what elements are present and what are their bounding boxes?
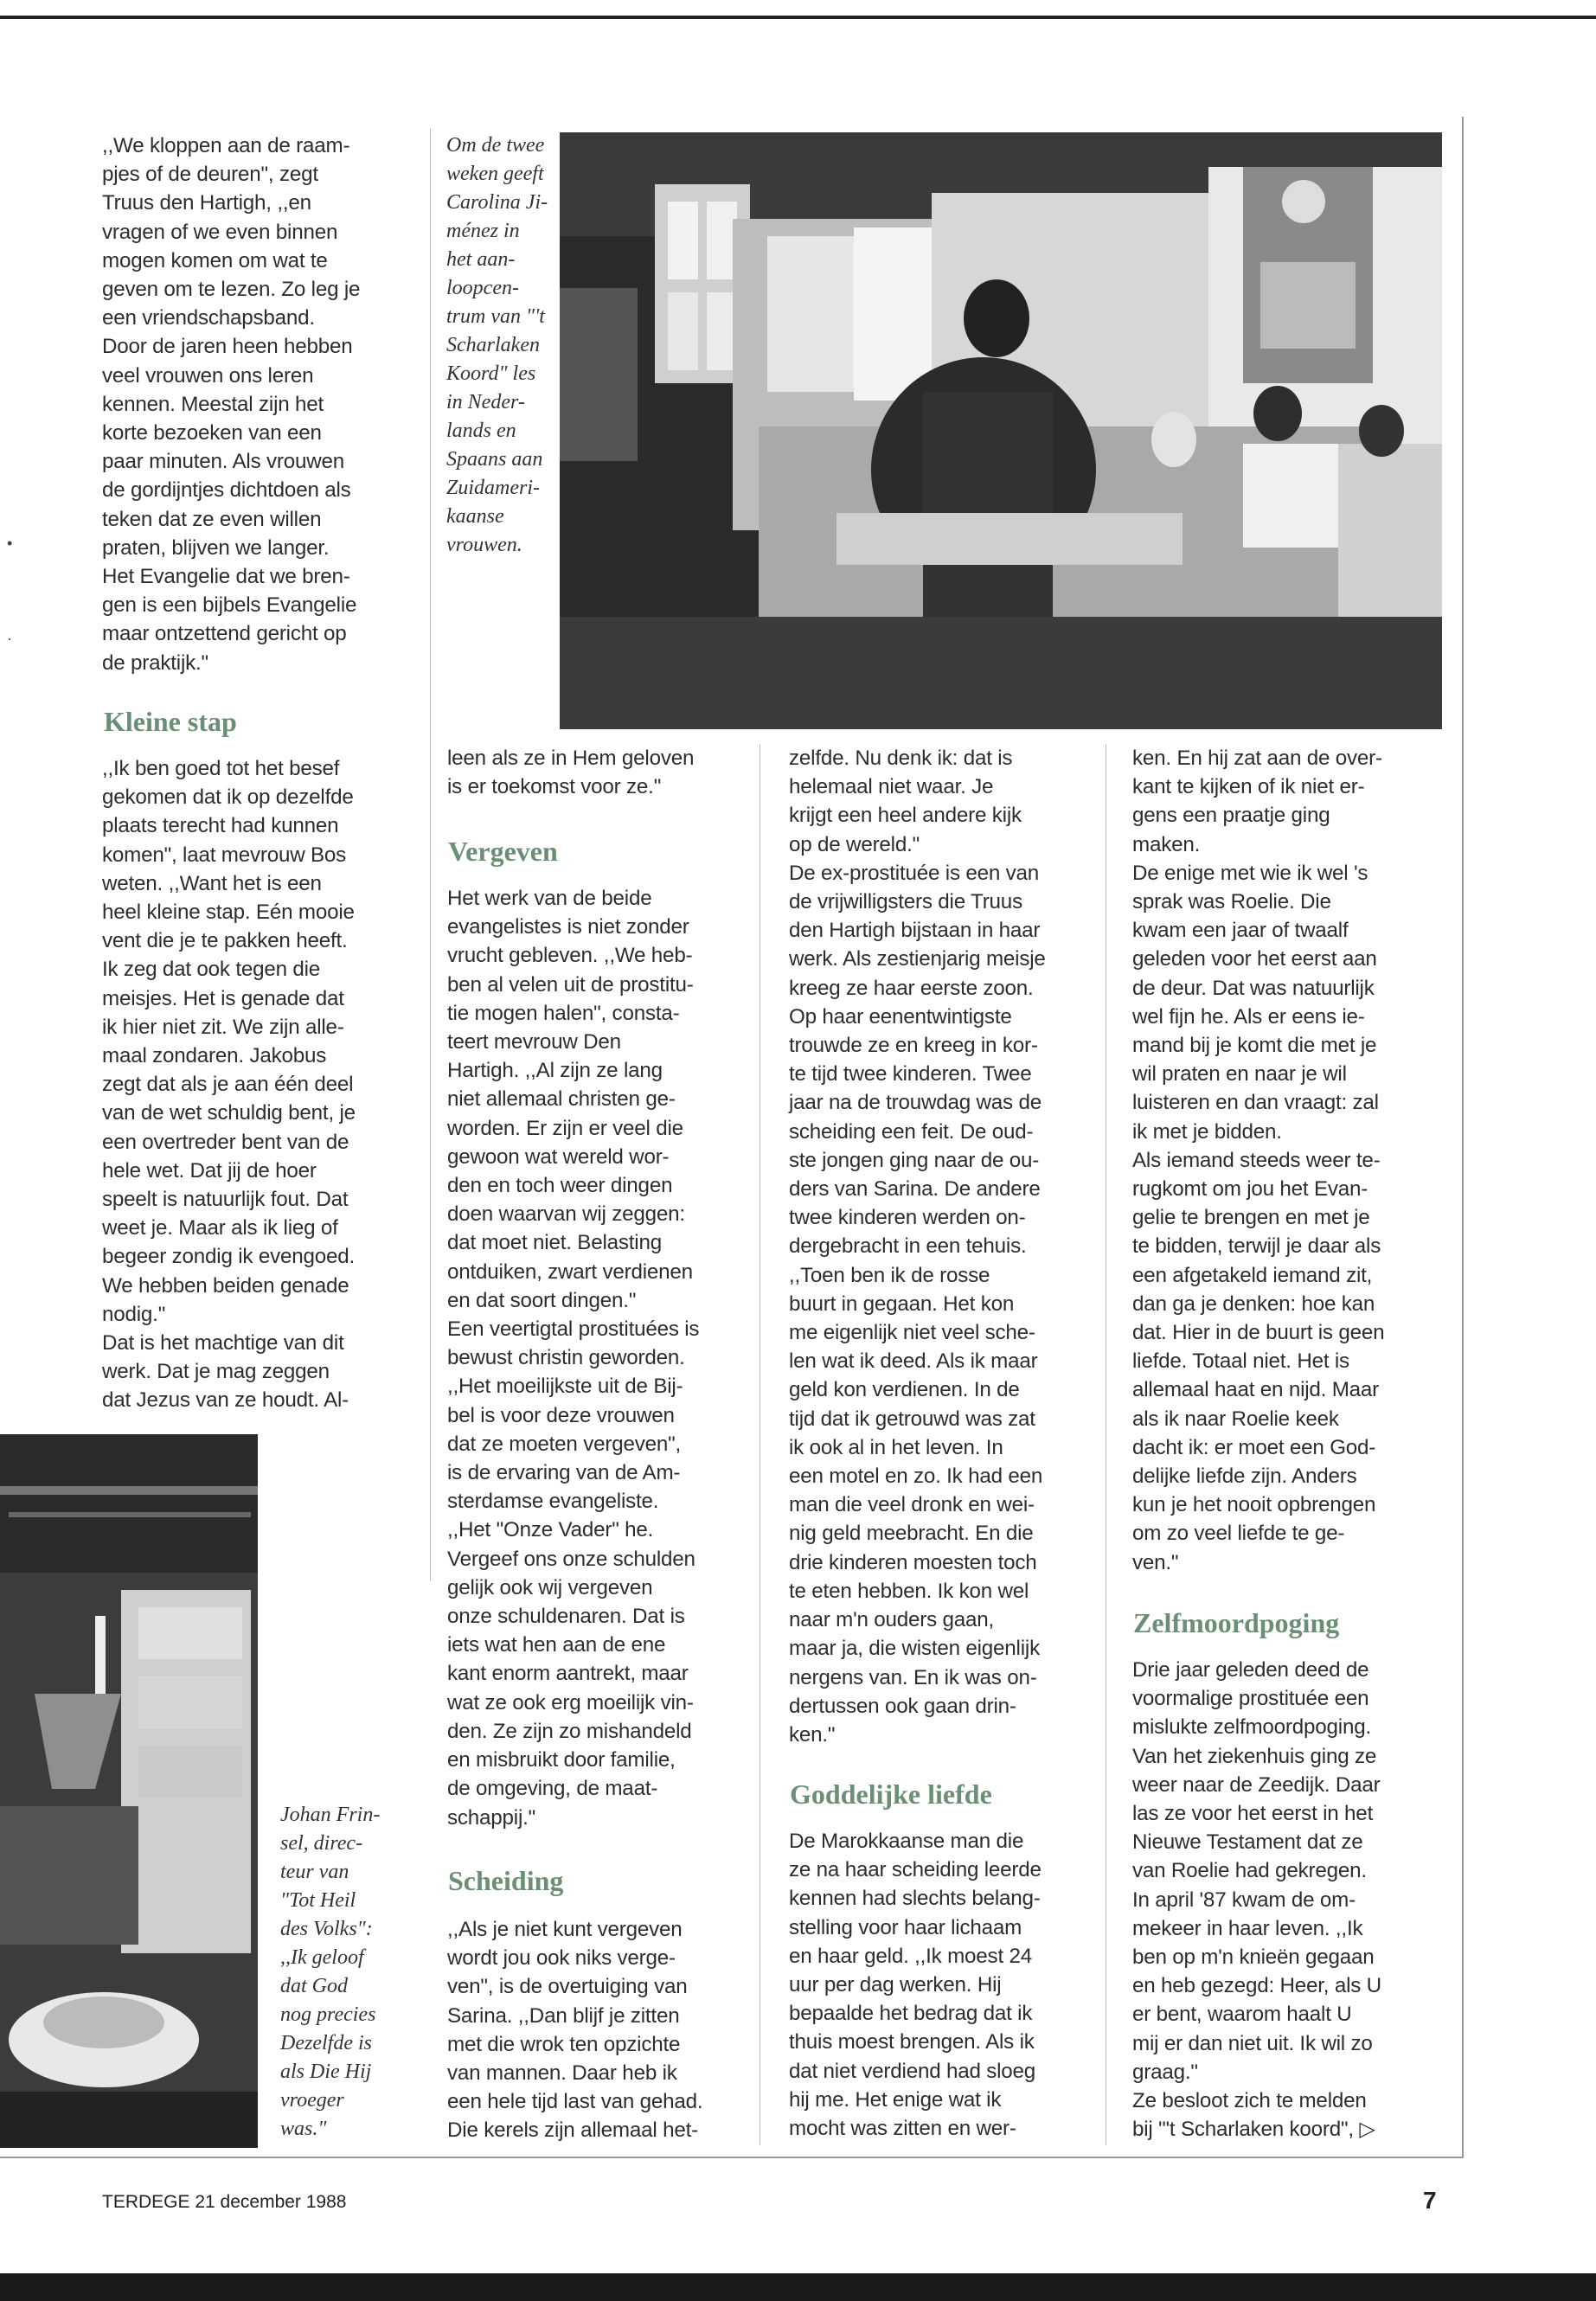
text-line: weet je. Maar als ik lieg of xyxy=(102,1216,338,1240)
text-line: kennen had slechts belang- xyxy=(789,1887,1041,1911)
text-line: Spaans aan xyxy=(446,448,543,471)
text-line: Het werk van de beide xyxy=(447,887,652,910)
text-line: ,,Het moeilijkste uit de Bij- xyxy=(447,1375,683,1399)
text-line: Scharlaken xyxy=(446,334,540,356)
text-line: man die veel dronk en wei- xyxy=(789,1493,1035,1517)
text-line: vrouwen. xyxy=(446,534,522,556)
text-line: dan ga je denken: hoe kan xyxy=(1132,1292,1375,1316)
text-line: is de ervaring van de Am- xyxy=(447,1461,681,1485)
text-line: als Die Hij xyxy=(280,2061,372,2083)
text-line: ik met je bidden. xyxy=(1132,1119,1282,1144)
text-line: paar minuten. Als vrouwen xyxy=(102,450,345,474)
text-line: mekeer in haar leven. ,,Ik xyxy=(1132,1916,1363,1940)
text-line: De ex-prostituée is een van xyxy=(789,861,1040,885)
text-line: wat ze ook erg moeilijk vin- xyxy=(447,1690,694,1715)
text-line: liefde. Totaal niet. Het is xyxy=(1132,1349,1349,1374)
text-line: vroeger xyxy=(280,2089,344,2112)
text-line: gens een praatje ging xyxy=(1132,804,1330,828)
text-line: hij me. Het enige wat ik xyxy=(789,2087,1002,2112)
text-line: meisjes. Het is genade dat xyxy=(102,986,344,1010)
text-line: er bent, waarom haalt U xyxy=(1132,2003,1352,2027)
text-line: ben al velen uit de prostitu- xyxy=(447,972,694,997)
text-line: kaanse xyxy=(446,505,504,528)
text-line: mand bij je komt die met je xyxy=(1132,1034,1377,1058)
text-line: ,,Het "Onze Vader" he. xyxy=(447,1518,654,1542)
text-line: ze na haar scheiding leerde xyxy=(789,1858,1042,1882)
text-line: nergens van. En ik was on- xyxy=(789,1665,1037,1689)
text-line: ven", is de overtuiging van xyxy=(447,1975,688,1999)
text-line: teken dat ze even willen xyxy=(102,507,322,531)
text-line: ik hier niet zit. We zijn alle- xyxy=(102,1015,344,1039)
text-line: geven om te lezen. Zo leg je xyxy=(102,278,361,302)
text-line: op de wereld." xyxy=(789,832,920,856)
text-line: bepaalde het bedrag dat ik xyxy=(789,2002,1033,2026)
text-line: nodig." xyxy=(102,1302,166,1326)
text-line: ben op m'n knieën gegaan xyxy=(1132,1945,1375,1970)
text-line: het aan- xyxy=(446,248,516,271)
text-line: ,,Als je niet kunt vergeven xyxy=(447,1918,683,1941)
text-line: doen waarvan wij zeggen: xyxy=(447,1202,685,1227)
text-line: zelfde. Nu denk ik: dat is xyxy=(789,747,1013,770)
column-2-vergeven xyxy=(447,884,750,1832)
text-line: helemaal niet waar. Je xyxy=(789,775,994,799)
text-line: tijd dat ik getrouwd was zat xyxy=(789,1407,1035,1431)
text-line: vent die je te pakken heeft. xyxy=(102,929,348,953)
text-line: leen als ze in Hem geloven xyxy=(447,747,695,770)
text-line: Zuidameri- xyxy=(446,477,540,499)
text-line: onze schuldenaren. Dat is xyxy=(447,1605,685,1629)
text-line: vrucht gebleven. ,,We heb- xyxy=(447,944,693,968)
text-line: speelt is natuurlijk fout. Dat xyxy=(102,1188,349,1212)
text-line: maal zondaren. Jakobus xyxy=(102,1044,327,1068)
column-2-scheiding xyxy=(447,1915,750,2145)
text-line: thuis moest brengen. Als ik xyxy=(789,2030,1035,2054)
text-line: trum van "'t xyxy=(446,305,545,328)
page-number: 7 xyxy=(1423,2187,1437,2214)
text-line: en haar geld. ,,Ik moest 24 xyxy=(789,1944,1032,1968)
text-line: is er toekomst voor ze." xyxy=(447,775,662,799)
text-line: weer naar de Zeedijk. Daar xyxy=(1132,1772,1381,1797)
text-line: dat niet verdiend had sloeg xyxy=(789,2059,1036,2083)
text-line: De Marokkaanse man die xyxy=(789,1830,1024,1853)
text-line: graag." xyxy=(1132,2060,1198,2084)
text-line: in Neder- xyxy=(446,391,525,413)
photo-caption-bottom xyxy=(280,1801,419,2144)
text-line: Op haar eenentwintigste xyxy=(789,1004,1012,1029)
text-line: loopcen- xyxy=(446,277,519,299)
text-line: de praktijk." xyxy=(102,651,208,675)
text-line: In april '87 kwam de om- xyxy=(1132,1888,1356,1912)
column-3-goddelijke xyxy=(789,1827,1100,2143)
photo-language-class xyxy=(560,132,1442,729)
text-line: mislukte zelfmoordpoging. xyxy=(1132,1715,1371,1740)
text-line: den Hartigh bijstaan in haar xyxy=(789,919,1041,943)
text-line: te eten hebben. Ik kon wel xyxy=(789,1579,1029,1603)
text-line: las ze voor het eerst in het xyxy=(1132,1802,1374,1826)
text-line: maar ontzettend gericht op xyxy=(102,622,347,646)
text-line: wordt jou ook niks verge- xyxy=(447,1946,676,1971)
text-line: "Tot Heil xyxy=(280,1889,356,1912)
text-line: kant te kijken of ik niet er- xyxy=(1132,775,1365,799)
bottom-bar xyxy=(0,2273,1596,2301)
text-line: tie mogen halen", consta- xyxy=(447,1001,680,1025)
text-line: schappij." xyxy=(447,1805,536,1830)
text-line: maar ja, die wisten eigenlijk xyxy=(789,1637,1040,1661)
text-line: geleden voor het eerst aan xyxy=(1132,947,1377,971)
text-line: bij "'t Scharlaken koord", ▷ xyxy=(1132,2118,1375,2142)
text-line: werk. Dat je mag zeggen xyxy=(102,1360,330,1384)
text-line: ,,Ik ben goed tot het besef xyxy=(102,757,340,780)
text-line: bewust christin geworden. xyxy=(447,1346,685,1370)
margin-mark: · xyxy=(7,630,12,647)
text-line: de vrijwilligsters die Truus xyxy=(789,890,1022,914)
text-line: werk. Als zestienjarig meisje xyxy=(789,947,1046,971)
text-line: niet allemaal christen ge- xyxy=(447,1087,676,1112)
text-line: dat. Hier in de buurt is geen xyxy=(1132,1321,1385,1345)
text-line: begeer zondig ik evengoed. xyxy=(102,1245,355,1269)
text-line: teert mevrouw Den xyxy=(447,1030,621,1054)
text-line: de deur. Dat was natuurlijk xyxy=(1132,976,1375,1000)
text-line: Door de jaren heen hebben xyxy=(102,335,353,359)
text-line: van mannen. Daar heb ik xyxy=(447,2061,677,2086)
text-line: dacht ik: er moet een God- xyxy=(1132,1435,1376,1459)
column-1-intro xyxy=(102,131,413,677)
text-line: trouwde ze en kreeg in kor- xyxy=(789,1034,1038,1058)
text-line: ,,Ik geloof xyxy=(280,1946,364,1969)
photo-caption-top xyxy=(446,131,555,560)
text-line: Dezelfde is xyxy=(280,2032,372,2054)
text-line: lands en xyxy=(446,420,516,442)
text-line: gelie te brengen en met je xyxy=(1132,1206,1370,1230)
text-line: de omgeving, de maat- xyxy=(447,1777,658,1801)
text-line: uur per dag werken. Hij xyxy=(789,1973,1002,1997)
text-line: Hartigh. ,,Al zijn ze lang xyxy=(447,1059,663,1083)
text-line: Johan Frin- xyxy=(280,1804,381,1826)
text-line: krijgt een heel andere kijk xyxy=(789,804,1022,828)
text-line: rugkomt om jou het Evan- xyxy=(1132,1177,1368,1202)
text-line: nig geld meebracht. En die xyxy=(789,1522,1034,1546)
text-line: een motel en zo. Ik had een xyxy=(789,1465,1043,1489)
text-line: heel kleine stap. Eén mooie xyxy=(102,901,355,925)
text-line: een hele tijd last van gehad. xyxy=(447,2090,703,2114)
text-line: mij er dan niet uit. Ik wil zo xyxy=(1132,2031,1373,2055)
text-line: Van het ziekenhuis ging ze xyxy=(1132,1744,1377,1768)
text-line: was." xyxy=(280,2118,327,2140)
text-line: een afgetakeld iemand zit, xyxy=(1132,1263,1373,1287)
text-line: als ik naar Roelie keek xyxy=(1132,1407,1339,1431)
text-line: Vergeef ons onze schulden xyxy=(447,1547,695,1571)
text-line: twee kinderen werden on- xyxy=(789,1206,1026,1230)
text-line: een vriendschapsband. xyxy=(102,306,315,330)
text-line: om zo veel liefde te ge- xyxy=(1132,1522,1345,1546)
text-line: teur van xyxy=(280,1861,349,1883)
text-line: Om de twee xyxy=(446,134,545,157)
text-line: jaar na de trouwdag was de xyxy=(789,1091,1042,1115)
text-line: kant enorm aantrekt, maar xyxy=(447,1662,689,1686)
text-line: evangelistes is niet zonder xyxy=(447,915,689,939)
column-4-top xyxy=(1132,744,1444,1577)
text-line: Sarina. ,,Dan blijf je zitten xyxy=(447,2003,680,2028)
text-line: den en toch weer dingen xyxy=(447,1174,673,1198)
text-line: nog precies xyxy=(280,2003,376,2026)
text-line: mocht was zitten en wer- xyxy=(789,2117,1016,2141)
text-line: sel, direc- xyxy=(280,1832,363,1855)
column-1-kleine-stap xyxy=(102,754,413,1415)
text-line: stelling voor haar lichaam xyxy=(789,1915,1022,1939)
text-line: praten, blijven we langer. xyxy=(102,535,330,560)
text-line: en heb gezegd: Heer, als U xyxy=(1132,1974,1381,1998)
footer-magazine: TERDEGE 21 december 1988 xyxy=(102,2192,347,2212)
text-line: Ik zeg dat ook tegen die xyxy=(102,958,321,982)
text-line: gen is een bijbels Evangelie xyxy=(102,593,357,618)
text-line: geld kon verdienen. In de xyxy=(789,1378,1020,1402)
text-line: en misbruikt door familie, xyxy=(447,1748,676,1772)
text-line: vragen of we even binnen xyxy=(102,220,338,244)
text-line: gekomen dat ik op dezelfde xyxy=(102,785,354,810)
text-line: sterdamse evangeliste. xyxy=(447,1490,659,1514)
text-line: dat Jezus van ze houdt. Al- xyxy=(102,1388,349,1413)
text-line: des Volks": xyxy=(280,1918,373,1940)
heading-zelfmoordpoging: Zelfmoordpoging xyxy=(1133,1607,1340,1638)
text-line: Ze besloot zich te melden xyxy=(1132,2089,1367,2113)
heading-goddelijke-liefde: Goddelijke liefde xyxy=(790,1779,992,1810)
text-line: Dat is het machtige van dit xyxy=(102,1331,344,1356)
text-line: dertussen ook gaan drin- xyxy=(789,1694,1016,1718)
text-line: ontduiken, zwart verdienen xyxy=(447,1259,693,1284)
text-line: buurt in gegaan. Het kon xyxy=(789,1292,1015,1316)
text-line: Koord" les xyxy=(446,362,536,385)
text-line: ste jongen ging naar de ou- xyxy=(789,1148,1040,1172)
text-line: allemaal haat en nijd. Maar xyxy=(1132,1378,1380,1402)
text-line: Een veertigtal prostituées is xyxy=(447,1317,700,1342)
text-line: naar m'n ouders gaan, xyxy=(789,1608,995,1632)
text-line: scheiding een feit. De oud- xyxy=(789,1119,1034,1144)
column-2-top xyxy=(447,744,750,801)
text-line: Nieuwe Testament dat ze xyxy=(1132,1830,1363,1855)
text-line: Als iemand steeds weer te- xyxy=(1132,1148,1381,1172)
text-line: dat ze moeten vergeven", xyxy=(447,1432,682,1456)
text-line: bel is voor deze vrouwen xyxy=(447,1403,675,1427)
text-line: Drie jaar geleden deed de xyxy=(1132,1658,1369,1682)
heading-kleine-stap: Kleine stap xyxy=(104,706,237,737)
text-line: len wat ik deed. Als ik maar xyxy=(789,1349,1038,1374)
text-line: te tijd twee kinderen. Twee xyxy=(789,1062,1032,1086)
text-line: weken geeft xyxy=(446,163,544,185)
text-line: ,,Toen ben ik de rosse xyxy=(789,1263,990,1287)
text-line: met die wrok ten opzichte xyxy=(447,2032,681,2056)
text-line: De enige met wie ik wel 's xyxy=(1132,861,1368,885)
text-line: mogen komen om wat te xyxy=(102,248,328,272)
photo-johan-frinsel xyxy=(0,1434,258,2148)
text-line: weten. ,,Want het is een xyxy=(102,871,322,895)
text-line: kun je het nooit opbrengen xyxy=(1132,1493,1376,1517)
text-line: Het Evangelie dat we bren- xyxy=(102,565,350,589)
text-line: me eigenlijk niet veel sche- xyxy=(789,1321,1035,1345)
text-line: een overtreder bent van de xyxy=(102,1130,349,1154)
column-3-top xyxy=(789,744,1100,1749)
text-line: den. Ze zijn zo mishandeld xyxy=(447,1719,692,1743)
text-line: sprak was Roelie. Die xyxy=(1132,890,1331,914)
text-line: ik ook al in het leven. In xyxy=(789,1435,1003,1459)
column-divider xyxy=(430,128,431,1581)
top-rule xyxy=(0,16,1596,19)
text-line: ken." xyxy=(789,1722,836,1747)
text-line: worden. Er zijn er veel die xyxy=(447,1116,683,1140)
text-line: kwam een jaar of twaalf xyxy=(1132,919,1349,943)
text-line: komen", laat mevrouw Bos xyxy=(102,843,347,867)
text-line: Carolina Ji- xyxy=(446,191,548,214)
text-line: Die kerels zijn allemaal het- xyxy=(447,2118,698,2143)
text-line: wil praten en naar je wil xyxy=(1132,1062,1347,1086)
text-line: luisteren en dan vraagt: zal xyxy=(1132,1091,1379,1115)
text-line: delijke liefde zijn. Anders xyxy=(1132,1465,1357,1489)
text-line: kennen. Meestal zijn het xyxy=(102,392,324,416)
heading-scheiding: Scheiding xyxy=(448,1865,564,1896)
text-line: ken. En hij zat aan de over- xyxy=(1132,747,1382,770)
text-line: ménez in xyxy=(446,220,520,242)
text-line: en dat soort dingen." xyxy=(447,1288,637,1312)
margin-mark: • xyxy=(7,535,13,552)
text-line: de gordijntjes dichtdoen als xyxy=(102,478,351,503)
column-4-zelfmoordpoging xyxy=(1132,1656,1444,2144)
text-line: drie kinderen moesten toch xyxy=(789,1550,1037,1574)
text-line: te bidden, terwijl je daar als xyxy=(1132,1234,1381,1259)
text-line: wel fijn he. Als er eens ie- xyxy=(1132,1004,1365,1029)
text-line: kreeg ze haar eerste zoon. xyxy=(789,976,1034,1000)
text-line: maken. xyxy=(1132,832,1201,856)
text-line: Truus den Hartigh, ,,en xyxy=(102,191,311,215)
text-line: dat God xyxy=(280,1975,348,1997)
text-line: zegt dat als je aan één deel xyxy=(102,1073,354,1097)
text-line: van de wet schuldig bent, je xyxy=(102,1101,356,1125)
text-line: korte bezoeken van een xyxy=(102,421,322,445)
text-line: hele wet. Dat jij de hoer xyxy=(102,1158,317,1183)
text-line: ,,We kloppen aan de raam- xyxy=(102,134,350,157)
text-line: gewoon wat wereld wor- xyxy=(447,1144,670,1169)
text-line: dat moet niet. Belasting xyxy=(447,1231,662,1255)
text-line: voormalige prostituée een xyxy=(1132,1687,1369,1711)
text-line: iets wat hen aan de ene xyxy=(447,1633,666,1657)
text-line: ders van Sarina. De andere xyxy=(789,1177,1041,1202)
text-line: van Roelie had gekregen. xyxy=(1132,1859,1367,1883)
text-line: veel vrouwen ons leren xyxy=(102,363,314,388)
text-line: We hebben beiden genade xyxy=(102,1273,349,1298)
text-line: dergebracht in een tehuis. xyxy=(789,1234,1027,1259)
heading-vergeven: Vergeven xyxy=(448,836,558,867)
text-line: ven." xyxy=(1132,1550,1179,1574)
text-line: pjes of de deuren", zegt xyxy=(102,163,318,187)
text-line: plaats terecht had kunnen xyxy=(102,814,339,838)
text-line: gelijk ook wij vergeven xyxy=(447,1575,653,1599)
